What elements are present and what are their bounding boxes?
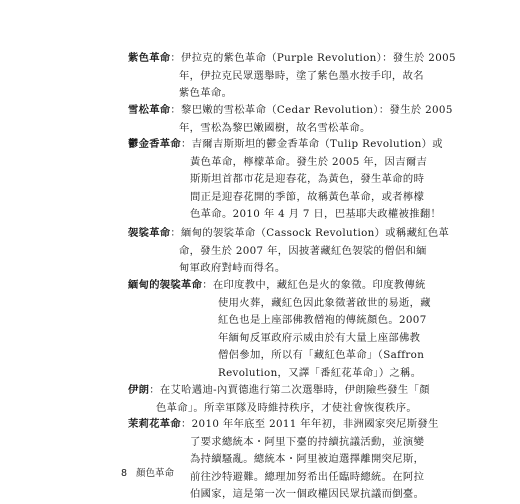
entry-text: 在印度教中，藏紅色是火的象徵。印度教傳統 [212, 279, 426, 291]
entry-line: 伯國家，這是第一次一個政權因民眾抗議而倒臺。 [190, 488, 425, 501]
entry-iran [128, 382, 430, 417]
entry-line: 色革命。2010 年 4 月 7 日，巴基耶夫政權被推翻！ [190, 208, 442, 221]
entry-cassock-revolution [128, 225, 449, 278]
term-separator: ： [170, 52, 182, 64]
entry-line: 年，伊拉克民眾選舉時，塗了紫色墨水按手印，故名 [179, 69, 424, 82]
entry-line: 前往沙特避難。總理加努希出任臨時總統。在阿拉 [190, 470, 425, 483]
entry-purple-revolution [128, 50, 456, 103]
entry-line [128, 102, 453, 120]
entry-line: 紅色也是上座部佛教僧袍的傳統顏色。2007 [218, 314, 427, 327]
entry-text: 黎巴嫩的雪松革命（Cedar Revolution）：發生於 2005 [181, 104, 453, 116]
entry-line [128, 136, 443, 154]
term-separator: ： [202, 279, 213, 291]
entry-line: 斯斯坦首都市花是迎春花，為黃色，發生革命的時 [190, 173, 425, 186]
entry-term: 鬱金香革命 [128, 138, 181, 150]
entry-line: 僧侶參加，所以有「藏紅色革命」（Saffron [218, 349, 425, 362]
entry-term: 紫色革命 [128, 52, 171, 64]
page-number: 8 [121, 468, 128, 479]
entry-cedar-revolution [128, 102, 453, 137]
entry-line: 年緬甸反軍政府示威由於有大量上座部佛教 [218, 331, 421, 344]
entry-line: 黃色革命，檸檬革命。發生於 2005 年，因吉爾吉 [190, 155, 428, 168]
entry-line: 了要求總統本・阿里下臺的持續抗議活動，並演變 [190, 435, 425, 448]
term-separator: ： [180, 418, 192, 430]
term-separator: ： [149, 384, 160, 396]
entry-line [128, 416, 439, 434]
book-title: 顏色革命 [136, 468, 175, 479]
page-footer [121, 465, 174, 479]
entry-jasmine-revolution [128, 416, 439, 504]
entry-term: 茉莉花革命 [128, 418, 181, 430]
term-separator: ： [170, 104, 182, 116]
entry-text: 在艾哈邁迪-內賈德進行第二次選舉時，伊朗險些發生「顏 [159, 384, 430, 396]
entry-line: 色革命」。所幸軍隊及時維持秩序，才使社會恢復秩序。 [156, 401, 418, 414]
entry-term: 袈裟革命 [128, 227, 171, 239]
entry-text: 2010 年年底至 2011 年年初，非洲國家突尼斯發生 [191, 418, 439, 430]
entry-line: 為持續騷亂。總統本・阿里被迫選擇離開突尼斯， [190, 453, 425, 466]
entry-line: 命，發生於 2007 年，因披著藏紅色袈裟的僧侶和緬 [179, 244, 427, 257]
entry-line [128, 382, 430, 400]
entry-line [128, 225, 449, 243]
entry-term: 緬甸的袈裟革命 [128, 279, 203, 291]
entry-text: 緬甸的袈裟革命（Cassock Revolution）或稱藏紅色革 [181, 227, 450, 239]
entry-line: 年，雪松為黎巴嫩國樹，故名雪松革命。 [179, 121, 371, 134]
entry-line [128, 277, 431, 295]
entry-term: 伊朗 [128, 384, 150, 396]
entry-term: 雪松革命 [128, 104, 171, 116]
entry-text: 伊拉克的紫色革命（Purple Revolution）：發生於 2005 [181, 52, 456, 64]
entry-tulip-revolution [128, 136, 443, 224]
entry-text: 吉爾吉斯斯坦的鬱金香革命（Tulip Revolution）或 [191, 138, 443, 150]
term-separator: ： [180, 138, 192, 150]
entry-line: Revolution，又譯「番紅花革命」）之稱。 [218, 366, 422, 379]
entry-line: 甸軍政府對峙而得名。 [179, 262, 286, 275]
entry-line [128, 50, 456, 68]
term-separator: ： [170, 227, 182, 239]
entry-myanmar-cassock-revolution [128, 277, 431, 383]
entry-line: 紫色革命。 [179, 87, 233, 100]
entry-line: 使用火葬，藏紅色因此象徵著啟世的易逝，藏 [218, 296, 431, 309]
entry-line: 間正是迎春花開的季節，故稱黃色革命，或者檸檬 [190, 190, 425, 203]
